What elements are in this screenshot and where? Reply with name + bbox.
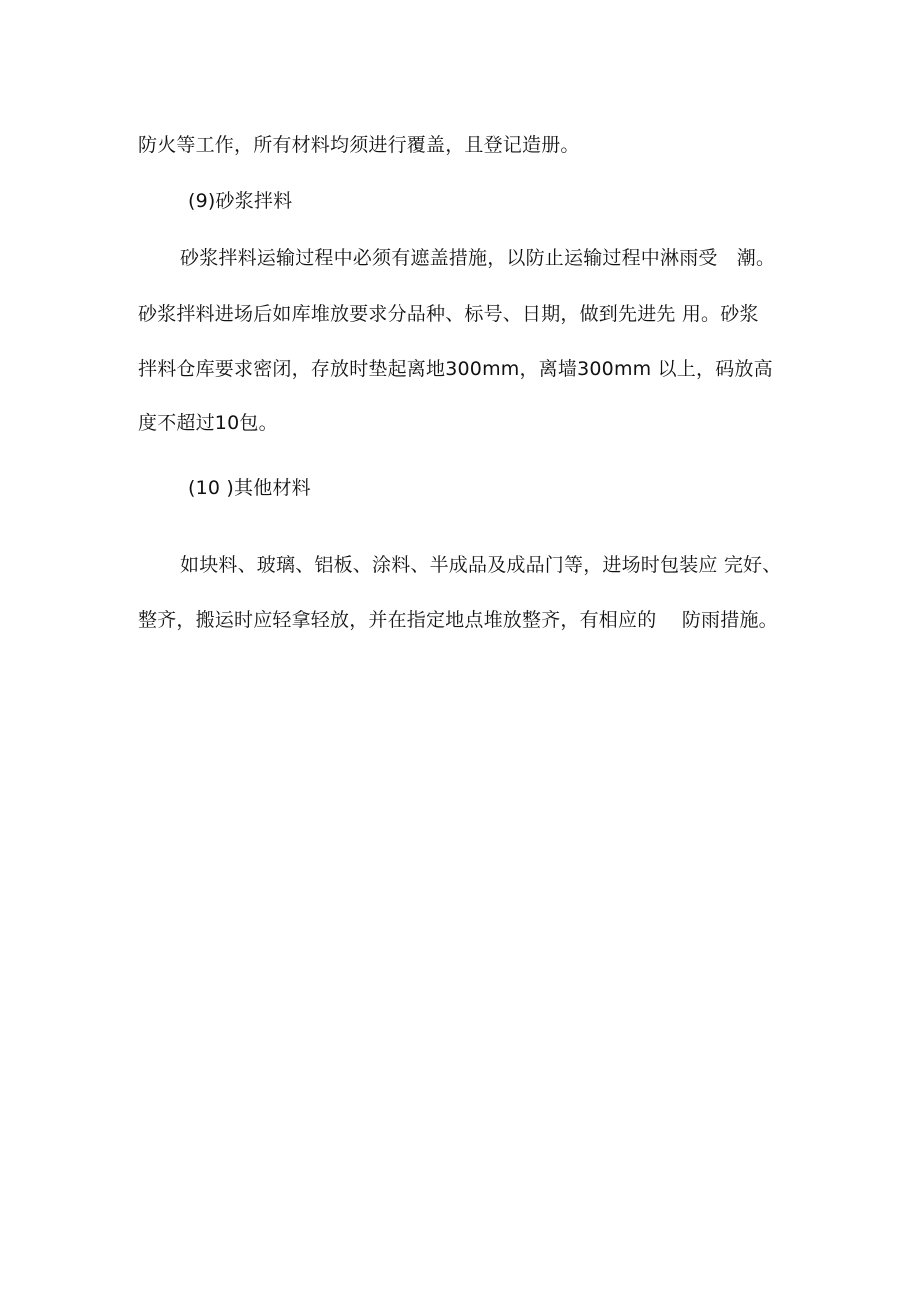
paragraph-line: 砂浆拌料运输过程中必须有遮盖措施，以防止运输过程中淋雨受 潮。 (180, 247, 776, 269)
paragraph-line: 度不超过10包。 (138, 412, 278, 434)
paragraph-line: 整齐，搬运时应轻拿轻放，并在指定地点堆放整齐，有相应的 防雨措施。 (138, 609, 778, 631)
paragraph-line: 砂浆拌料进场后如库堆放要求分品种、标号、日期，做到先进先 用。砂浆 (138, 303, 759, 325)
paragraph-line: 如块料、玻璃、铝板、涂料、半成品及成品门等，进场时包装应 完好、 (180, 554, 782, 576)
section-heading-10: (10 )其他材料 (188, 477, 311, 499)
section-heading-9: (9)砂浆拌料 (188, 190, 293, 212)
paragraph-line: 防火等工作，所有材料均须进行覆盖，且登记造册。 (138, 134, 580, 156)
paragraph-line: 拌料仓库要求密闭，存放时垫起离地300mm，离墙300mm 以上，码放高 (138, 358, 773, 380)
